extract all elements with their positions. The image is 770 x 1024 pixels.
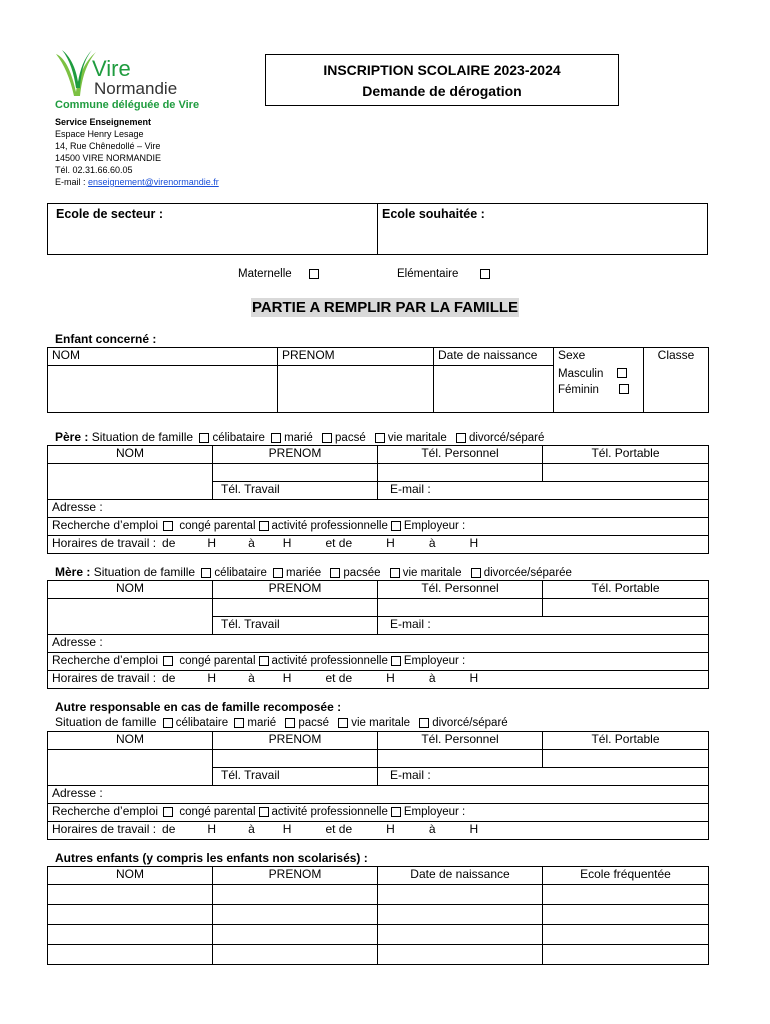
ae-cell[interactable] [378,905,543,925]
ae-cell[interactable] [213,925,378,945]
horaires-a2: à [428,536,436,550]
autre-opt5-label: divorcé/séparé [432,717,508,729]
pere-opt1-checkbox[interactable] [199,433,209,443]
recherche-label: Recherche d’emploi [52,804,159,818]
autre-email[interactable]: E-mail : [378,768,709,786]
autre-opt3-checkbox[interactable] [285,718,295,728]
recherche-label: Recherche d’emploi [52,653,159,667]
autres-enfants-table [47,866,709,965]
pere-header-nom: NOM [48,446,213,464]
mere-horaires-row [48,671,709,689]
autre-emploi-row [48,804,709,822]
autre-tel-travail[interactable]: Tél. Travail [213,768,378,786]
conge-label: congé parental [179,520,256,532]
recherche-checkbox[interactable] [163,521,173,531]
enfant-table [47,347,709,413]
horaires-label: Horaires de travail : [52,671,157,685]
horaires-h2: H [282,671,292,685]
ae-cell[interactable] [378,885,543,905]
mere-opt4-checkbox[interactable] [390,568,400,578]
pere-opt5-label: divorcé/séparé [468,432,545,444]
pere-opt2-label: marié [284,432,313,444]
service-email-line [55,176,219,188]
mere-header-prenom: PRENOM [213,581,378,599]
masculin-checkbox[interactable] [617,368,627,378]
mere-opt2-label: mariée [286,567,322,579]
conge-label: congé parental [179,655,256,667]
mere-opt4-label: vie maritale [402,567,462,579]
svg-text:Vire: Vire [92,56,131,81]
horaires-de: de [162,671,176,685]
horaires-h4: H [469,536,479,550]
ae-header-ecole: Ecole fréquentée [543,867,709,885]
enfant-prenom-cell[interactable] [278,366,434,413]
ae-cell[interactable] [543,945,709,965]
enfant-sexe-cell [554,366,644,413]
ae-header-date: Date de naissance [378,867,543,885]
ae-cell[interactable] [48,905,213,925]
doc-title: INSCRIPTION SCOLAIRE 2023-2024 [323,62,561,78]
autre-situation-label: Situation de famille [55,715,157,729]
elementaire-option [397,268,493,280]
pere-situation-label: Situation de famille [91,430,194,444]
pere-adresse[interactable]: Adresse : [48,500,709,518]
mere-nom-cell[interactable] [48,599,213,635]
title-box [265,54,619,106]
horaires-et-de: et de [325,671,353,685]
employeur-label: Employeur : [403,806,466,818]
ae-cell[interactable] [48,885,213,905]
autre-table [47,731,709,840]
horaires-et-de: et de [325,536,353,550]
email-link[interactable]: enseignement@virenormandie.fr [88,177,219,187]
mere-tel-perso-cell[interactable] [378,599,543,617]
horaires-de: de [162,536,176,550]
activite-label: activité professionnelle [271,806,388,818]
horaires-h1: H [207,536,217,550]
pere-opt1-label: célibataire [212,432,265,444]
horaires-h2: H [282,536,292,550]
maternelle-option [238,268,322,280]
horaires-a2: à [428,822,436,836]
mere-adresse[interactable]: Adresse : [48,635,709,653]
enfant-header-date: Date de naissance [434,348,554,366]
horaires-h4: H [469,822,479,836]
enfant-header-classe: Classe [644,348,709,366]
activite-label: activité professionnelle [271,520,388,532]
pere-horaires-row [48,536,709,554]
feminin-label: Féminin [558,383,599,396]
enfant-header-sexe: Sexe [554,348,644,366]
pere-opt4-label: vie maritale [387,432,447,444]
autre-opt3-label: pacsé [298,717,330,729]
pere-emploi-row [48,518,709,536]
pere-table [47,445,709,554]
service-street: 14, Rue Chênedollé – Vire [55,141,161,151]
ae-cell[interactable] [378,925,543,945]
horaires-h3: H [386,536,395,550]
horaires-h1: H [207,671,217,685]
mere-situation-label: Situation de famille [93,565,196,579]
mere-header-nom: NOM [48,581,213,599]
autre-opt1-label: célibataire [175,717,229,729]
employeur-label: Employeur : [403,520,466,532]
autre-opt2-label: marié [247,717,277,729]
mere-prenom-cell[interactable] [213,599,378,617]
recherche-checkbox[interactable] [163,807,173,817]
ae-cell[interactable] [213,905,378,925]
mere-header-tel-perso: Tél. Personnel [378,581,543,599]
ecole-secteur-label: Ecole de secteur : [56,207,163,221]
horaires-h4: H [469,671,479,685]
pere-opt4-checkbox[interactable] [375,433,385,443]
pere-tel-travail[interactable]: Tél. Travail [213,482,378,500]
mere-opt2-checkbox[interactable] [273,568,283,578]
pere-opt2-checkbox[interactable] [271,433,281,443]
ae-header-prenom: PRENOM [213,867,378,885]
mere-title: Mère : [55,565,91,579]
doc-subtitle: Demande de dérogation [362,83,522,99]
enfant-header-prenom: PRENOM [278,348,434,366]
horaires-h1: H [207,822,217,836]
ae-cell[interactable] [213,945,378,965]
mere-opt1-label: célibataire [214,567,267,579]
horaires-a1: à [248,536,255,550]
horaires-de: de [162,822,176,836]
autre-horaires-row [48,822,709,840]
employeur-label: Employeur : [403,655,466,667]
ae-cell[interactable] [543,885,709,905]
service-phone: Tél. 02.31.66.60.05 [55,165,133,175]
conge-checkbox[interactable] [259,807,269,817]
autre-adresse[interactable]: Adresse : [48,786,709,804]
mere-opt1-checkbox[interactable] [201,568,211,578]
autre-prenom-cell[interactable] [213,750,378,768]
masculin-label: Masculin [558,367,604,380]
ae-cell[interactable] [378,945,543,965]
partie-heading [0,299,770,316]
pere-opt5-checkbox[interactable] [456,433,466,443]
service-address [55,116,219,188]
ae-cell[interactable] [48,925,213,945]
autre-opt2-checkbox[interactable] [234,718,244,728]
elementaire-checkbox[interactable] [480,269,490,279]
pere-tel-perso-cell[interactable] [378,464,543,482]
activite-checkbox[interactable] [391,807,401,817]
enfant-header-nom: NOM [48,348,278,366]
horaires-a1: à [248,671,255,685]
email-label: E-mail : [55,177,86,187]
enfant-classe-cell[interactable] [644,366,709,413]
horaires-h3: H [386,822,395,836]
horaires-a1: à [248,822,255,836]
mere-email[interactable]: E-mail : [378,617,709,635]
autre-title-text: Autre responsable en cas de famille recomposée : [55,700,342,714]
horaires-label: Horaires de travail : [52,822,157,836]
ae-cell[interactable] [48,945,213,965]
autre-situation-line [55,715,508,729]
enfant-nom-cell[interactable] [48,366,278,413]
autre-opt5-checkbox[interactable] [419,718,429,728]
pere-header-prenom: PRENOM [213,446,378,464]
horaires-a2: à [428,671,436,685]
mere-header-tel-port: Tél. Portable [543,581,709,599]
pere-header-tel-port: Tél. Portable [543,446,709,464]
mere-opt5-checkbox[interactable] [471,568,481,578]
activite-checkbox[interactable] [391,656,401,666]
autre-opt4-checkbox[interactable] [338,718,348,728]
conge-checkbox[interactable] [259,656,269,666]
horaires-h2: H [282,822,292,836]
activite-checkbox[interactable] [391,521,401,531]
autre-tel-port-cell[interactable] [543,750,709,768]
feminin-checkbox[interactable] [619,384,629,394]
service-name: Service Enseignement [55,117,152,127]
autre-opt1-checkbox[interactable] [163,718,173,728]
pere-opt3-label: pacsé [335,432,366,444]
activite-label: activité professionnelle [271,655,388,667]
enfant-title-text: Enfant concerné : [55,332,157,346]
mere-tel-port-cell[interactable] [543,599,709,617]
autre-title [55,700,341,714]
mere-opt3-label: pacsée [343,567,381,579]
commune-label: Commune déléguée de Vire [55,99,200,111]
pere-nom-cell[interactable] [48,464,213,500]
mere-situation-line [55,565,572,579]
horaires-h3: H [386,671,395,685]
elementaire-label: Elémentaire [397,268,459,280]
autre-tel-perso-cell[interactable] [378,750,543,768]
service-place: Espace Henry Lesage [55,129,144,139]
autres-enfants-title-text: Autres enfants (y compris les enfants non scolarisés) : [55,851,368,865]
conge-checkbox[interactable] [259,521,269,531]
partie-text: PARTIE A REMPLIR PAR LA FAMILLE [251,299,519,316]
autres-enfants-title [55,851,368,865]
pere-title: Père : [55,430,89,444]
autre-header-tel-perso: Tél. Personnel [378,732,543,750]
mere-table [47,580,709,689]
maternelle-label: Maternelle [238,268,292,280]
ae-header-nom: NOM [48,867,213,885]
svg-text:Normandie: Normandie [94,79,178,98]
pere-tel-port-cell[interactable] [543,464,709,482]
mere-emploi-row [48,653,709,671]
horaires-label: Horaires de travail : [52,536,157,550]
recherche-checkbox[interactable] [163,656,173,666]
enfant-title [55,332,156,346]
autre-header-tel-port: Tél. Portable [543,732,709,750]
autre-header-nom: NOM [48,732,213,750]
mere-opt3-checkbox[interactable] [330,568,340,578]
ae-cell[interactable] [543,905,709,925]
horaires-et-de: et de [325,822,353,836]
autre-header-prenom: PRENOM [213,732,378,750]
ecole-souhaitee-label: Ecole souhaitée : [382,207,485,221]
mere-opt5-label: divorcée/séparée [483,567,572,579]
autre-nom-cell[interactable] [48,750,213,786]
pere-opt3-checkbox[interactable] [322,433,332,443]
service-city: 14500 VIRE NORMANDIE [55,153,162,163]
enfant-date-cell[interactable] [434,366,554,413]
pere-situation-line [55,430,544,444]
pere-prenom-cell[interactable] [213,464,378,482]
ecole-box [47,203,708,255]
conge-label: congé parental [179,806,256,818]
maternelle-checkbox[interactable] [309,269,319,279]
recherche-label: Recherche d’emploi [52,518,159,532]
pere-header-tel-perso: Tél. Personnel [378,446,543,464]
ae-cell[interactable] [213,885,378,905]
pere-email[interactable]: E-mail : [378,482,709,500]
ae-cell[interactable] [543,925,709,945]
autre-opt4-label: vie maritale [351,717,411,729]
mere-tel-travail[interactable]: Tél. Travail [213,617,378,635]
